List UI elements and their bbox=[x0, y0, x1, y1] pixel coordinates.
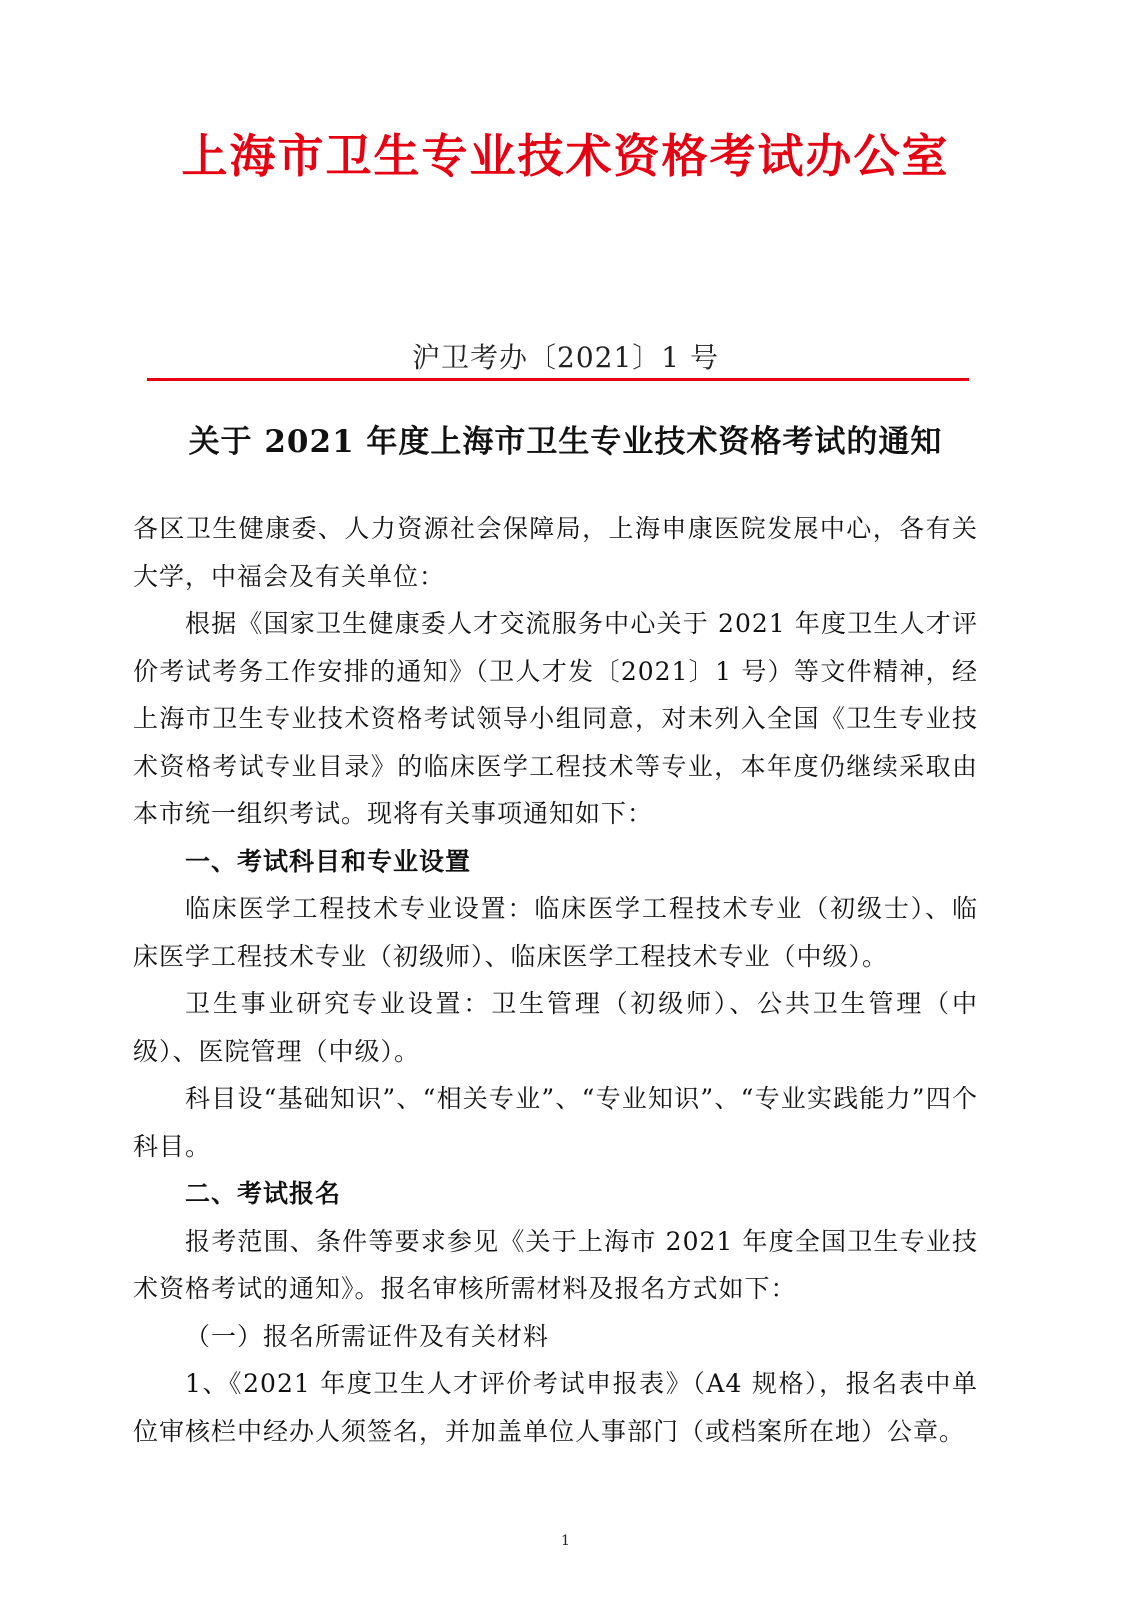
section-2-subheading-1: （一）报名所需证件及有关材料 bbox=[185, 1321, 550, 1351]
issuer-header: 上海市卫生专业技术资格考试办公室 bbox=[181, 129, 950, 183]
section-2-heading: 二、考试报名 bbox=[185, 1179, 342, 1208]
section-1-paragraph-1: 临床医学工程技术专业设置：临床医学工程技术专业（初级士）、临床医学工程技术专业（初级师）、临床医学工程技术专业（中级）。 bbox=[133, 894, 978, 971]
document-title: 关于 2021 年度上海市卫生专业技术资格考试的通知 bbox=[188, 424, 943, 460]
section-1-heading: 一、考试科目和专业设置 bbox=[185, 846, 472, 876]
document-number: 沪卫考办〔2021〕1 号 bbox=[412, 341, 719, 374]
section-1-paragraph-2: 卫生事业研究专业设置：卫生管理（初级师）、公共卫生管理（中级）、医院管理（中级）。 bbox=[133, 989, 978, 1066]
document-body bbox=[133, 505, 978, 1455]
section-2-paragraph-1: 报考范围、条件等要求参见《关于上海市 2021 年度全国卫生专业技术资格考试的通知》。报名审核所需材料及报名方式如下： bbox=[133, 1226, 978, 1303]
addressee-paragraph: 各区卫生健康委、人力资源社会保障局，上海申康医院发展中心，各有关大学，中福会及有关单位： bbox=[133, 514, 978, 591]
section-1-paragraph-3: 科目设“基础知识”、“相关专业”、“专业知识”、“专业实践能力”四个科目。 bbox=[133, 1084, 978, 1161]
section-2-item-1: 1、《2021 年度卫生人才评价考试申报表》（A4 规格），报名表中单位审核栏中经办人须签名，并加盖单位人事部门（或档案所在地）公章。 bbox=[133, 1369, 978, 1446]
page-number: 1 bbox=[561, 1533, 570, 1549]
intro-paragraph: 根据《国家卫生健康委人才交流服务中心关于 2021 年度卫生人才评价考试考务工作安排的通知》（卫人才发〔2021〕1 号）等文件精神，经上海市卫生专业技术资格考试领导小组同意，对未列入全国《卫生专业技术资格考试专业目录》的临床医学工程技术等专业，本年度仍继续采取由本市统一组织考试。现将有关事项通知如下： bbox=[133, 609, 978, 828]
red-divider-line bbox=[147, 378, 969, 381]
